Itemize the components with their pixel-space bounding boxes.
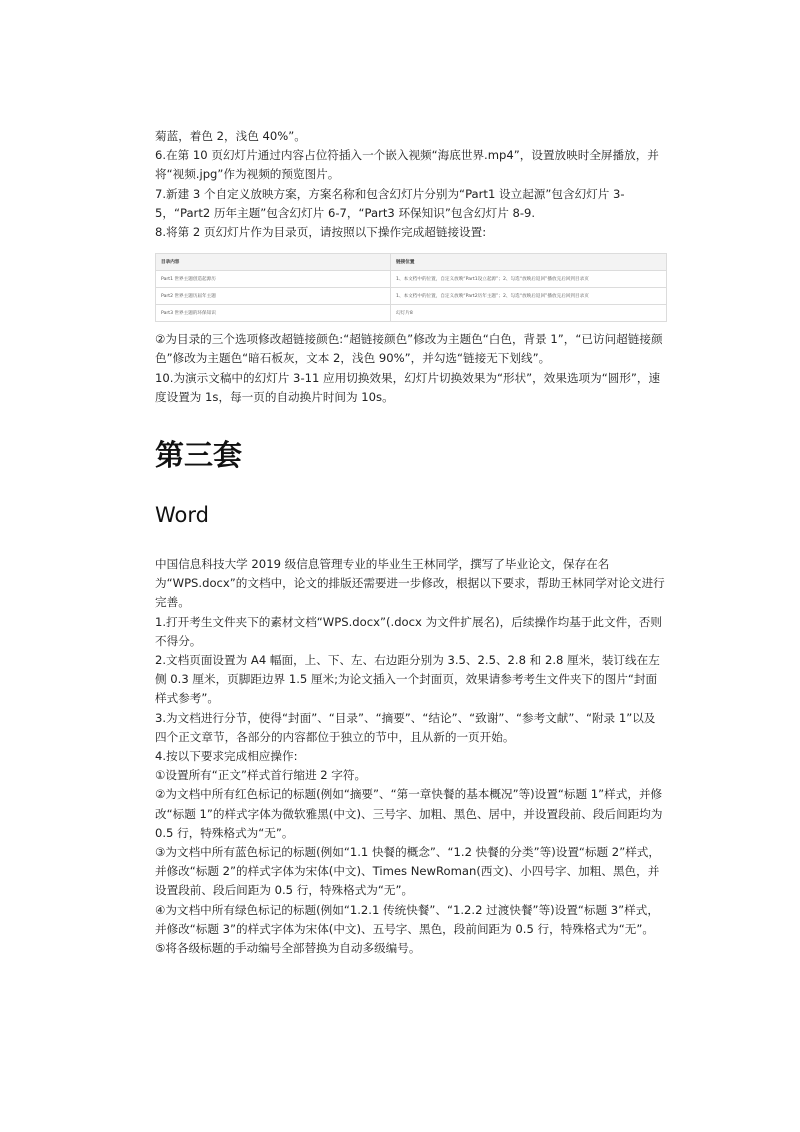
paragraph: ②为目录的三个选项修改超链接颜色:“超链接颜色”修改为主题色“白色，背景 1”，“已访问超链接颜色”修改为主题色“暗石板灰，文本 2，浅色 90%”，并勾选“链接无下划线”。 (155, 332, 663, 366)
paragraph: 10.为演示文稿中的幻灯片 3-11 应用切换效果，幻灯片切换效果为“形状”，效果选项为“圆形”，速度设置为 1s，每一页的自动换片时间为 10s。 (155, 370, 661, 404)
table-cell: 1、本文档中的位置，自定义放映“Part2历年主题”；2、勾选“放映后返回”播放完后回到目录页 (391, 288, 667, 305)
document-body (155, 127, 665, 958)
section-heading: 第三套 (155, 438, 243, 473)
table-cell: 幻灯片8 (391, 305, 667, 322)
paragraph: 4.按以下要求完成相应操作: (155, 749, 298, 764)
paragraph: 菊蓝，着色 2，浅色 40%”。 (155, 129, 306, 143)
paragraph: 3.为文档进行分节，使得“封面”、“目录”、“摘要”、“结论”、“致谢”、“参考文献”、“附录 1”以及四个正文章节，各部分的内容都位于独立的节中，且从新的一页开始。 (155, 710, 656, 744)
table-row (156, 305, 667, 322)
paragraph: 8.将第 2 页幻灯片作为目录页，请按照以下操作完成超链接设置: (155, 225, 487, 240)
paragraph: ②为文档中所有红色标记的标题(例如“摘要”、“第一章快餐的基本概况”等)设置“标题 1”样式，并修改“标题 1”的样式字体为微软雅黑(中文)、三号字、加粗、黑色、居中，并设置段前、段后间距均为 0.5 行，特殊格式为“无”。 (155, 787, 663, 840)
table-row (156, 288, 667, 305)
paragraph: 6.在第 10 页幻灯片通过内容占位符插入一个嵌入视频“海底世界.mp4”，设置放映时全屏播放，并将“视频.jpg”作为视频的预览图片。 (155, 148, 659, 182)
paragraph: ①设置所有“正文”样式首行缩进 2 字符。 (155, 768, 367, 783)
paragraph: 2.文档页面设置为 A4 幅面，上、下、左、右边距分别为 3.5、2.5、2.8 和 2.8 厘米，装订线在左侧 0.3 厘米，页脚距边界 1.5 厘米;为论文插入一个封面页，效果请参考考生文件夹下的图片“封面样式参考”。 (155, 653, 660, 706)
hyperlink-table (155, 253, 667, 322)
table-header-cell: 链接位置 (391, 254, 667, 271)
paragraph: 1.打开考生文件夹下的素材文档“WPS.docx”(.docx 为文件扩展名)，后续操作均基于此文件，否则不得分。 (155, 614, 662, 648)
table-cell: 1、本文档中的位置，自定义放映“Part1设立起源”；2、勾选“放映后返回”播放完后回到目录页 (391, 271, 667, 288)
table-header-row (156, 254, 667, 271)
table-cell: Part3 世界主题的环保知识 (156, 305, 391, 322)
table-cell: Part2 世界主题历届年主题 (156, 288, 391, 305)
paragraph: 中国信息科技大学 2019 级信息管理专业的毕业生王林同学，撰写了毕业论文，保存在名为“WPS.docx”的文档中，论文的排版还需要进一步修改，根据以下要求，帮助王林同学对论文进行完善。 (155, 557, 665, 610)
table-cell: Part1 世界主题创造起源历 (156, 271, 391, 288)
paragraph: ④为文档中所有绿色标记的标题(例如“1.2.1 传统快餐”、“1.2.2 过渡快餐”等)设置“标题 3”样式，并修改“标题 3”的样式字体为宋体(中文)、五号字、黑色，段前间距为 0.5 行，特殊格式为“无”。 (155, 902, 659, 936)
paragraph: ⑤将各级标题的手动编号全部替换为自动多级编号。 (155, 941, 421, 956)
subsection-heading: Word (155, 503, 209, 528)
table-header-cell: 目录内容 (156, 254, 391, 271)
paragraph: 7.新建 3 个自定义放映方案，方案名称和包含幻灯片分别为“Part1 设立起源”包含幻灯片 3-5，“Part2 历年主题”包含幻灯片 6-7，“Part3 环保知识”包含幻灯片 8-9. (155, 186, 625, 220)
table-row (156, 271, 667, 288)
paragraph: ③为文档中所有蓝色标记的标题(例如“1.1 快餐的概念”、“1.2 快餐的分类”等)设置“标题 2”样式，并修改“标题 2”的样式字体为宋体(中文)、Times NewRoman(西文)、小四号字、加粗、黑色，并设置段前、段后间距为 0.5 行，特殊格式为“无”。 (155, 845, 660, 898)
